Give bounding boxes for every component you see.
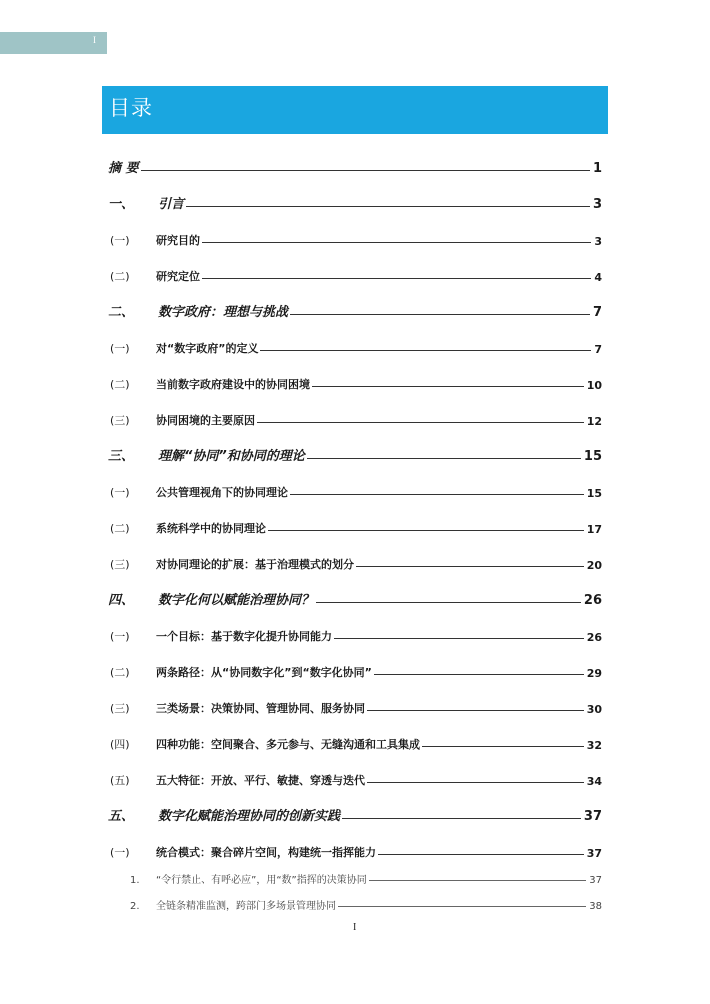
toc-leader-line [268,530,584,531]
toc-entry-number: (二) [110,666,130,679]
toc-entry[interactable] [108,248,602,284]
toc-entry-label: “令行禁止、有呼必应”，用“数”指挥的决策协同 [156,875,367,886]
toc-entry-number: 2. [130,901,140,912]
toc-entry-label: 全链条精准监测，跨部门多场景管理协同 [156,901,336,912]
toc-entry-label: 公共管理视角下的协同理论 [156,486,288,499]
toc-leader-line [312,386,584,387]
toc-entry-page: 17 [586,523,602,536]
toc-entry-label: 数字化赋能治理协同的创新实践 [158,809,341,824]
toc-entry-page: 10 [586,379,602,392]
toc-entry-label: 系统科学中的协同理论 [156,522,266,535]
toc-leader-line [290,314,590,315]
toc-entry-label: 一个目标：基于数字化提升协同能力 [156,630,332,643]
toc-leader-line [290,494,584,495]
toc-entry-page: 37 [589,875,602,886]
toc-entry-number: 二、 [108,305,135,320]
toc-entry-page: 3 [594,235,602,248]
toc-entry-page: 32 [586,739,602,752]
toc-leader-line [369,880,587,881]
toc-entry-page: 38 [589,901,602,912]
toc-leader-line [356,566,584,567]
toc-entry-label: 当前数字政府建设中的协同困境 [156,378,310,391]
toc-entry[interactable] [108,356,602,392]
toc-entry-page: 20 [586,559,602,572]
toc-entry[interactable] [108,716,602,752]
toc-entry-page: 34 [586,775,602,788]
toc-leader-line [334,638,584,639]
toc-entry-page: 37 [583,809,602,824]
toc-entry-label: 理解“协同”和协同的理论 [158,449,305,464]
toc-leader-line [316,602,581,603]
toc-leader-line [342,818,581,819]
corner-page-marker: I [93,35,96,45]
table-of-contents [108,140,602,912]
toc-entry-label: 研究定位 [156,270,200,283]
toc-entry[interactable] [108,860,602,886]
toc-entry-number: 一、 [108,197,135,212]
toc-entry-page: 7 [592,305,602,320]
toc-entry-label: 统合模式：聚合碎片空间，构建统一指挥能力 [156,846,376,859]
toc-header-banner [102,86,608,134]
toc-entry-number: (一) [110,234,130,247]
toc-entry-label: 五大特征：开放、平行、敏捷、穿透与迭代 [156,774,365,787]
toc-leader-line [367,782,584,783]
toc-entry[interactable] [108,392,602,428]
toc-entry-number: 五、 [108,809,135,824]
toc-entry-label: 对“数字政府”的定义 [156,342,259,355]
toc-entry-number: 四、 [108,593,135,608]
toc-entry[interactable] [108,428,602,464]
toc-leader-line [202,278,591,279]
toc-entry-label: 三类场景：决策协同、管理协同、服务协同 [156,702,365,715]
toc-entry-number: (五) [110,774,130,787]
toc-entry-number: (三) [110,702,130,715]
page-title: 目录 [109,96,153,120]
toc-leader-line [202,242,591,243]
toc-entry[interactable] [108,176,602,212]
toc-entry-page: 30 [586,703,602,716]
toc-entry-page: 26 [586,631,602,644]
toc-entry[interactable] [108,464,602,500]
toc-entry-label: 研究目的 [156,234,200,247]
toc-entry-label: 数字政府：理想与挑战 [158,305,289,320]
toc-entry-number: (一) [110,486,130,499]
toc-entry-number: (一) [110,630,130,643]
toc-entry[interactable] [108,500,602,536]
toc-entry-page: 3 [592,197,602,212]
toc-entry[interactable] [108,608,602,644]
toc-entry[interactable] [108,824,602,860]
toc-entry-label: 引言 [158,197,185,212]
toc-entry-number: 三、 [108,449,135,464]
toc-entry-number: (二) [110,378,130,391]
toc-entry[interactable] [108,320,602,356]
toc-leader-line [374,674,584,675]
toc-entry-number: (三) [110,558,130,571]
toc-entry-page: 15 [583,449,602,464]
toc-entry-number: (四) [110,738,130,751]
toc-entry-page: 26 [583,593,602,608]
toc-entry[interactable] [108,680,602,716]
toc-entry-page: 37 [586,847,602,860]
toc-entry-label: 数字化何以赋能治理协同？ [158,593,315,608]
toc-entry[interactable] [108,284,602,320]
toc-entry-page: 7 [594,343,602,356]
toc-entry-label: 四种功能：空间聚合、多元参与、无缝沟通和工具集成 [156,738,420,751]
toc-entry-label: 两条路径：从“协同数字化”到“数字化协同” [156,666,372,679]
toc-entry-number: (二) [110,270,130,283]
toc-entry-page: 1 [592,161,602,176]
toc-leader-line [141,170,590,171]
footer-page-number: I [353,922,357,933]
toc-entry[interactable] [108,572,602,608]
toc-entry[interactable] [108,886,602,912]
toc-entry-number: (二) [110,522,130,535]
corner-tab [0,32,107,54]
toc-leader-line [186,206,590,207]
toc-entry-label: 摘 要 [108,161,139,176]
toc-entry-page: 15 [586,487,602,500]
toc-entry-label: 协同困境的主要原因 [156,414,255,427]
toc-leader-line [378,854,584,855]
toc-entry-number: (三) [110,414,130,427]
toc-entry-page: 4 [594,271,602,284]
toc-entry[interactable] [108,644,602,680]
toc-entry-number: (一) [110,846,130,859]
toc-leader-line [338,906,586,907]
toc-entry[interactable] [108,212,602,248]
toc-entry-number: 1. [130,875,140,886]
toc-entry[interactable] [108,140,602,176]
toc-leader-line [367,710,584,711]
toc-leader-line [307,458,581,459]
toc-entry-page: 12 [586,415,602,428]
toc-leader-line [257,422,584,423]
toc-entry[interactable] [108,536,602,572]
toc-entry-label: 对协同理论的扩展：基于治理模式的划分 [156,558,354,571]
toc-entry-number: (一) [110,342,130,355]
toc-leader-line [260,350,591,351]
toc-entry[interactable] [108,752,602,788]
toc-entry[interactable] [108,788,602,824]
toc-entry-page: 29 [586,667,602,680]
toc-leader-line [422,746,584,747]
